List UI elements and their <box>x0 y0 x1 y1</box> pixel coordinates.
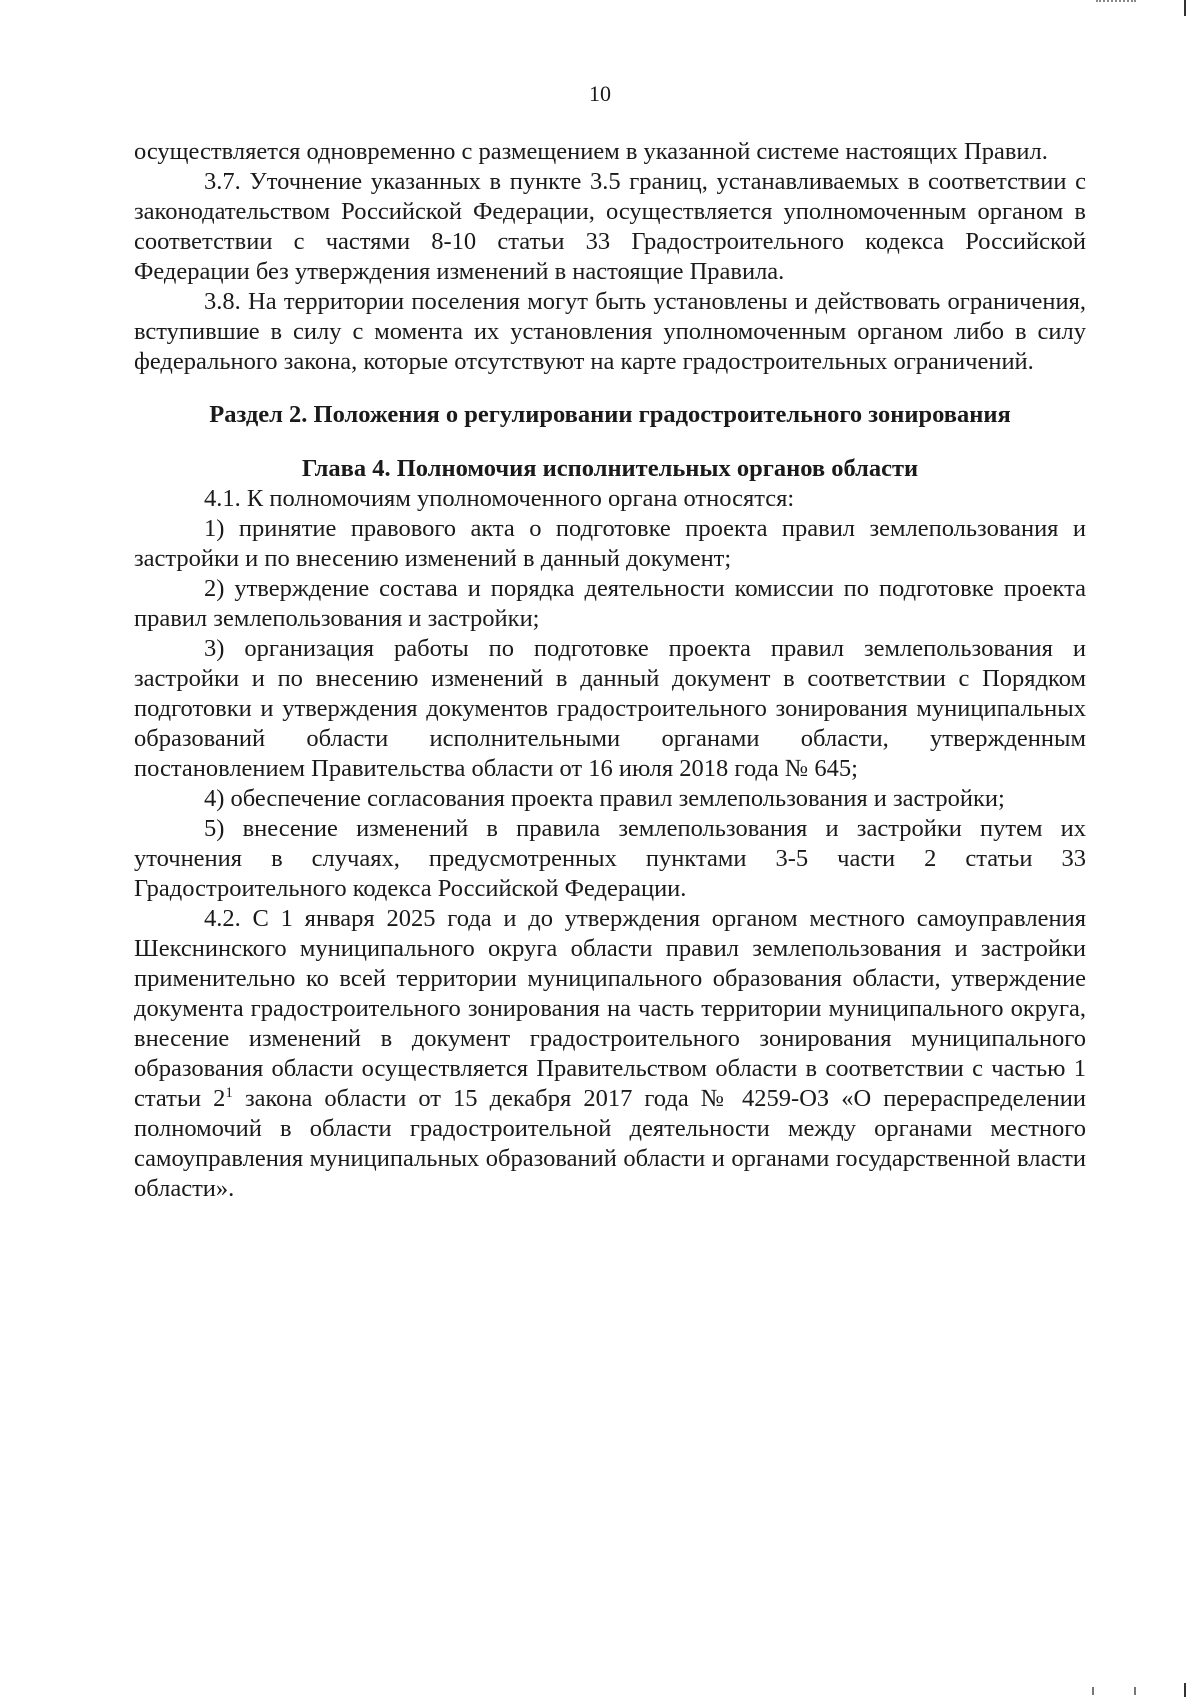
list-item-4: 4) обеспечение согласования проекта правил землепользования и застройки; <box>204 785 1005 812</box>
list-item-2: 2) утверждение состава и порядка деятельности комиссии по подготовке проекта правил землепользования и застройки; <box>134 575 1086 632</box>
paragraph-4-2-text-end: закона области от 15 декабря 2017 года № 4259-ОЗ «О перераспределении полномочий в области градостроительной деятельности между органами местного самоуправления муниципальных образований области и органами государственной власти области». <box>134 1085 1086 1202</box>
section-heading: Раздел 2. Положения о регулировании градостроительного зонирования <box>209 401 1011 428</box>
list-item-3: 3) организация работы по подготовке проекта правил землепользования и застройки и по внесению изменений в данный документ в соответствии с Порядком подготовки и утверждения документов градостроительного зонирования муниципальных образований области исполнительными органами области, утвержденным постановлением Правительства области от 16 июля 2018 года № 645; <box>134 635 1086 782</box>
scan-edge-mark <box>1184 1683 1186 1697</box>
page-number: 10 <box>589 81 611 106</box>
scan-edge-mark <box>1092 1687 1136 1695</box>
paragraph-4-2 <box>134 904 1086 1204</box>
paragraph-3-8: 3.8. На территории поселения могут быть установлены и действовать ограничения, вступившие в силу с момента их установления уполномоченным органом либо в силу федерального закона, которые отсутствуют на карте градостроительных ограничений. <box>134 288 1086 375</box>
chapter-heading: Глава 4. Полномочия исполнительных органов области <box>301 455 919 482</box>
paragraph-4-1: 4.1. К полномочиям уполномоченного органа относятся: <box>204 485 795 512</box>
scan-edge-mark <box>1184 0 1186 16</box>
paragraph-3-7: 3.7. Уточнение указанных в пункте 3.5 границ, устанавливаемых в соответствии с законодательством Российской Федерации, осуществляется уполномоченным органом в соответствии с частями 8-10 статьи 33 Градостроительного кодекса Российской Федерации без утверждения изменений в настоящие Правила. <box>134 168 1086 285</box>
paragraph-4-2-text: 4.2. С 1 января 2025 года и до утверждения органом местного самоуправления Шекснинского муниципального округа области правил землепользования и застройки применительно ко всей территории муниципального образования области, утверждение документа градостроительного зонирования на часть территории муниципального округа, внесение изменений в документ градостроительного зонирования муниципального образования области осуществляется Правительством области в соответствии с частью 1 статьи 2 <box>134 905 1086 1112</box>
document-body <box>134 137 1086 1204</box>
list-item-1: 1) принятие правового акта о подготовке проекта правил землепользования и застройки и по внесению изменений в данный документ; <box>134 515 1086 572</box>
list-item-5: 5) внесение изменений в правила землепользования и застройки путем их уточнения в случаях, предусмотренных пунктами 3-5 части 2 статьи 33 Градостроительного кодекса Российской Федерации. <box>134 815 1086 902</box>
superscript-index: 1 <box>225 1084 233 1101</box>
scan-edge-mark <box>1096 0 1136 5</box>
paragraph-continuation: осуществляется одновременно с размещением в указанной системе настоящих Правил. <box>134 138 1048 165</box>
